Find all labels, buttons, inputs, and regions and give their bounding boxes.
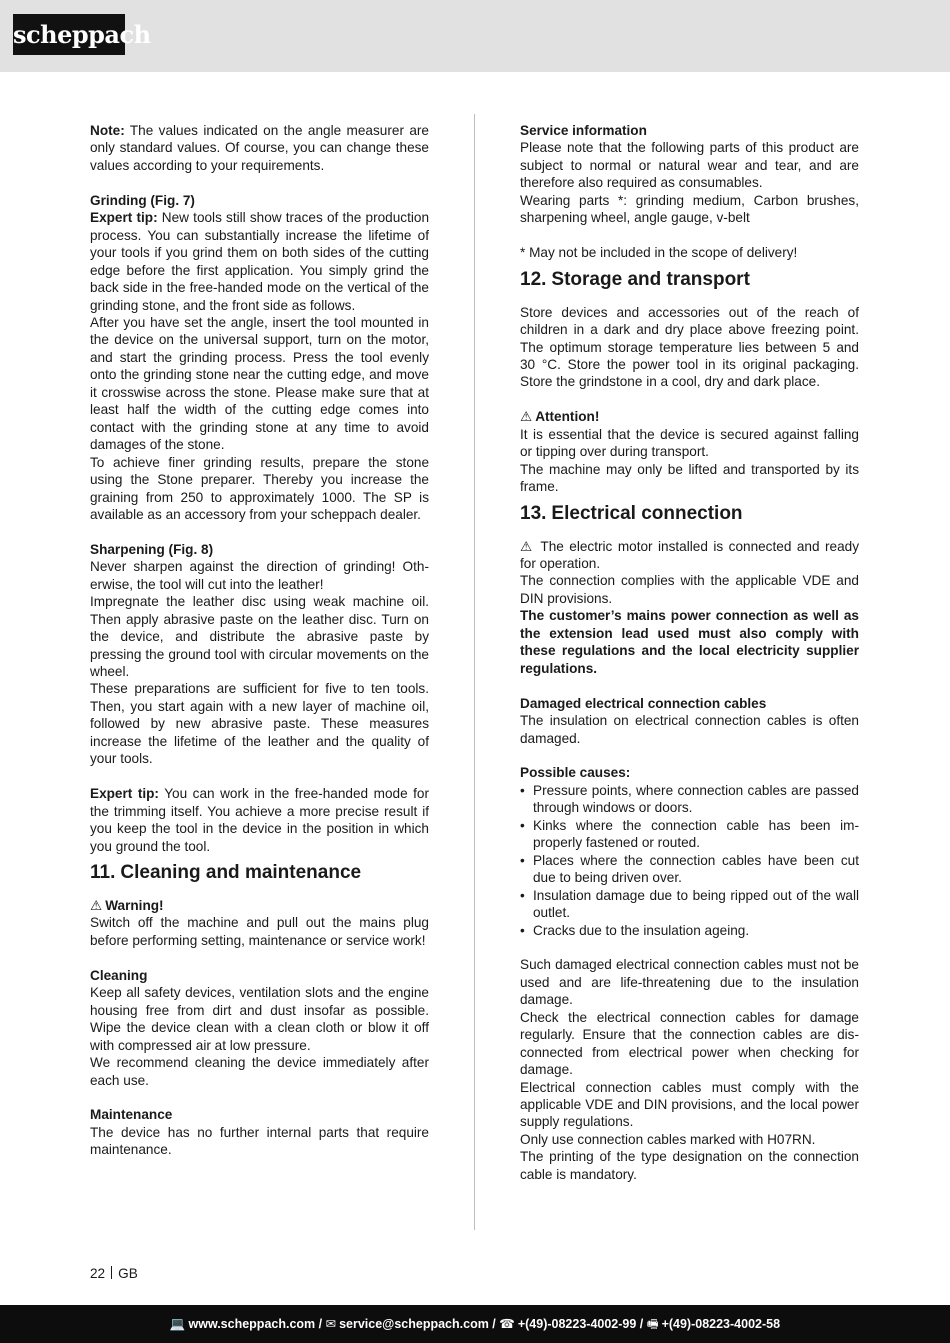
electrical-paragraph-2: The connection complies with the applicable VDE and DIN provisions. — [520, 573, 859, 606]
list-item: • Kinks where the connection cable has been improperly fastened or routed. — [520, 817, 859, 852]
service-heading: Service information — [520, 123, 647, 138]
list-item: • Places where the connection cables have been cut due to being driven over. — [520, 852, 859, 887]
final-paragraph-2: Check the electrical connection cables for damage regularly. Ensure that the connection cables are disconnected from electrical power when checking for damage. — [520, 1009, 859, 1078]
footer-phone: +(49)-08223-4002-99 — [517, 1317, 637, 1331]
grinding-text-1: New tools still show traces of the production process. You can substantially increase the lifetime of your tools if you grind them on both sides of the cutting edge before the first application. You simply grind the back side in the free-handed mode on the vertical of the grinding stone, and the front side as follows. — [90, 210, 430, 313]
footer-separator: / — [636, 1317, 647, 1331]
footer-website[interactable]: www.scheppach.com — [188, 1317, 316, 1331]
note-paragraph — [90, 122, 429, 174]
list-item: • Insulation damage due to being ripped out of the wall outlet. — [520, 887, 859, 922]
section-13-title: Electrical connection — [551, 502, 743, 524]
grinding-paragraph-2: After you have set the angle, insert the tool mounted in the device on the universal support, turn on the motor, and start the grinding process. Press the tool evenly onto the grinding stone near the cutting edge, and move it crosswise across the stone. Please make sure that at least half the width of the cutting edge comes into contact with the grinding stone at any time to avoid damages of the stone. — [90, 314, 429, 453]
footer-fax: +(49)-08223-4002-58 — [661, 1317, 781, 1331]
grinding-heading: Grinding (Fig. 7) — [90, 192, 195, 208]
section-11-number: 11. — [90, 861, 116, 883]
final-paragraph-1: Such damaged electrical connection cables must not be used and are life-threatening due to the insulation damage. — [520, 957, 859, 1008]
cleaning-paragraph-2: We recommend cleaning the device immediately after each use. — [90, 1055, 429, 1088]
section-12-number: 12. — [520, 268, 547, 290]
attention-heading — [520, 408, 859, 425]
cleaning-heading: Cleaning — [90, 967, 148, 983]
attention-label: Attention! — [535, 409, 600, 425]
list-item: • Cracks due to the insulation ageing. — [520, 922, 859, 939]
electrical-text-1: The electric motor installed is connected and ready for operation. — [520, 538, 859, 572]
warning-text: Switch off the machine and pull out the mains plug before performing setting, maintenance or service work! — [90, 915, 429, 948]
list-item: • Pressure points, where connection cables are passed through windows or doors. — [520, 782, 859, 817]
sharpening-paragraph-1: Never sharpen against the direction of grinding! Otherwise, the tool will cut into the leather! — [90, 559, 429, 592]
right-column — [520, 122, 859, 1183]
maintenance-heading: Maintenance — [90, 1107, 173, 1123]
grinding-paragraph-1 — [90, 209, 429, 314]
footer-separator: / — [488, 1317, 500, 1331]
page-header — [0, 0, 950, 72]
storage-paragraph: Store devices and accessories out of the reach of children in a dark and dry place above freezing point. The optimum storage temperature lies between 5 and 30 °C. Store the power tool in its original packaging. Store the grindstone in a cool, dry and dark place. — [520, 304, 859, 390]
expert-tip-paragraph — [90, 785, 429, 855]
service-note: * May not be included in the scope of delivery! — [520, 245, 798, 261]
warning-triangle-icon: ⚠ — [90, 897, 103, 913]
damaged-cables-heading: Damaged electrical connection cables — [520, 695, 767, 711]
scheppach-logo: scheppach — [13, 14, 125, 55]
possible-causes-list — [520, 782, 859, 939]
mail-icon: ✉ — [325, 1317, 337, 1331]
final-paragraph-5: The printing of the type designation on the connection cable is mandatory. — [520, 1149, 859, 1182]
expert-tip-label-2: Expert tip: — [90, 786, 159, 802]
expert-tip-text-2: You can work in the free-handed mode for the trimming itself. You achieve a more precise result if you keep the tool in the device in the position in which you ground the tool. — [90, 786, 429, 854]
page-language: GB — [118, 1266, 138, 1281]
footer-separator: / — [315, 1317, 326, 1331]
note-label: Note: — [90, 123, 125, 138]
service-paragraph-1: Please note that the following parts of this product are subject to normal or natural wear and tear, and are therefore also required as consumables. — [520, 140, 859, 191]
section-11-title: Cleaning and maintenance — [120, 861, 362, 883]
grinding-paragraph-3: To achieve finer grinding results, prepare the stone using the Stone preparer. Thereby you increase the graining from 250 to approximately 1000. The SP is available as an accessory from your scheppach dealer. — [90, 454, 429, 522]
note-text: The values indicated on the angle measurer are only standard values. Of course, you can change these values according to your requirements. — [90, 123, 429, 173]
electrical-paragraph-1 — [520, 538, 859, 573]
attention-paragraph-2: The machine may only be lifted and transported by its frame. — [520, 461, 859, 495]
sharpening-paragraph-2: Impregnate the leather disc using weak machine oil. Then apply abrasive paste on the leather disc. Turn on the device, and distribute the abrasive paste by pressing the ground tool with circular movements on the wheel. — [90, 594, 429, 680]
section-13-number: 13. — [520, 502, 547, 524]
electrical-bold-paragraph: The customer’s mains power connection as well as the extension lead used must also comply with these regulations and the local electricity supplier regulations. — [520, 608, 859, 676]
section-11-heading — [90, 861, 429, 885]
sharpening-heading: Sharpening (Fig. 8) — [90, 541, 214, 557]
section-12-heading — [520, 268, 859, 292]
damaged-cables-text: The insulation on electrical connection cables is often damaged. — [520, 713, 859, 746]
warning-triangle-icon: ⚠ — [520, 409, 533, 425]
section-12-title: Storage and transport — [551, 268, 750, 290]
left-column — [90, 122, 429, 1159]
final-paragraph-4: Only use connection cables marked with H07RN. — [520, 1131, 816, 1147]
warning-label: Warning! — [105, 897, 164, 913]
warning-triangle-icon: ⚠ — [520, 538, 533, 554]
attention-paragraph-1: It is essential that the device is secured against falling or tipping over during transport. — [520, 426, 859, 460]
computer-icon: 💻 — [169, 1317, 186, 1331]
page-number-separator — [111, 1266, 112, 1279]
cleaning-paragraph-1: Keep all safety devices, ventilation slots and the engine housing free from dirt and dust insofar as possible. Wipe the device clean with a clean cloth or blow it off with compressed air at low pressure. — [90, 985, 429, 1053]
possible-causes-heading: Possible causes: — [520, 765, 631, 781]
phone-icon: ☎ — [499, 1317, 515, 1331]
page-number-value: 22 — [90, 1266, 106, 1281]
warning-heading — [90, 897, 429, 914]
sharpening-paragraph-3: These preparations are sufficient for five to ten tools. Then, you start again with a new layer of machine oil, followed by new abrasive paste. These measures increase the lifetime of the leather and the quality of your tools. — [90, 681, 429, 767]
final-paragraph-3: Electrical connection cables must comply with the applicable VDE and DIN provisions, and the local power supply regulations. — [520, 1079, 859, 1130]
page-number — [90, 1265, 138, 1282]
section-13-heading — [520, 502, 859, 526]
page-footer — [0, 1305, 950, 1343]
service-paragraph-2: Wearing parts *: grinding medium, Carbon brushes, sharpening wheel, angle gauge, v-belt — [520, 192, 859, 226]
footer-email[interactable]: service@scheppach.com — [339, 1317, 489, 1331]
expert-tip-label: Expert tip: — [90, 210, 158, 226]
column-divider — [474, 114, 475, 1230]
maintenance-text: The device has no further internal parts that require maintenance. — [90, 1124, 429, 1158]
fax-icon: 🖷 — [646, 1317, 659, 1331]
